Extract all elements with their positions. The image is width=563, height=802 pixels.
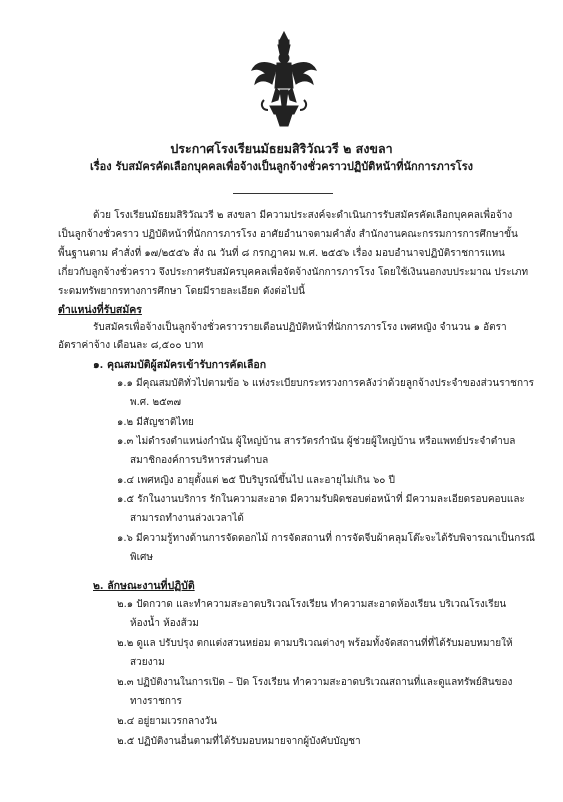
intro-line: ด้วย โรงเรียนมัธยมสิริวัณวรี ๒ สงขลา มีความประสงค์จะดำเนินการรับสมัครคัดเลือกบุคคลเพื่อจ้าง bbox=[93, 210, 513, 221]
qualification-item: ๑.๔ เพศหญิง อายุตั้งแต่ ๒๕ ปีบริบูรณ์ขึ้นไป และอายุไม่เกิน ๖๐ ปี bbox=[117, 475, 395, 486]
qualification-item-cont: พิเศษ bbox=[130, 552, 153, 563]
duty-item: ๒.๔ อยู่ยามเวรกลางวัน bbox=[117, 716, 217, 727]
duty-item-cont: ทางราชการ bbox=[130, 696, 182, 707]
qualification-item: ๑.๑ มีคุณสมบัติทั่วไปตามข้อ ๖ แห่งระเบียบกระทรวงการคลังว่าด้วยลูกจ้างประจำของส่วนราชการ bbox=[117, 378, 535, 389]
qualification-item: ๑.๒ มีสัญชาติไทย bbox=[117, 417, 194, 428]
document-title: ประกาศโรงเรียนมัธยมสิริวัณวรี ๒ สงขลา bbox=[170, 141, 393, 156]
duties-heading: ๒. ลักษณะงานที่ปฏิบัติ bbox=[93, 580, 195, 592]
duty-item: ๒.๕ ปฏิบัติงานอื่นตามที่ได้รับมอบหมายจากผู้บังคับบัญชา bbox=[117, 736, 361, 747]
qualification-item: ๑.๕ รักในงานบริการ รักในความสะอาด มีความรับผิดชอบต่อหน้าที่ มีความละเอียดรอบคอบและ bbox=[117, 494, 525, 505]
qualifications-heading: ๑. คุณสมบัติผู้สมัครเข้ารับการคัดเลือก bbox=[93, 359, 267, 371]
intro-line: ระดมทรัพยากรทางการศึกษา โดยมีรายละเอียด ดังต่อไปนี้ bbox=[58, 286, 305, 297]
duty-item: ๒.๓ ปฏิบัติงานในการเปิด – ปิด โรงเรียน ทำความสะอาดบริเวณสถานที่และดูแลทรัพย์สินของ bbox=[117, 677, 513, 688]
intro-line: เป็นลูกจ้างชั่วคราว ปฏิบัติหน้าที่นักการภารโรง อาศัยอำนาจตามคำสั่ง สำนักงานคณะกรรมการการศึกษาขั้น bbox=[58, 229, 518, 240]
duty-item: ๒.๒ ดูแล ปรับปรุง ตกแต่งสวนหย่อม ตามบริเวณต่างๆ พร้อมทั้งจัดสถานที่ที่ได้รับมอบหมายให้ bbox=[117, 638, 513, 649]
qualification-item-cont: พ.ศ. ๒๕๓๗ bbox=[130, 397, 181, 408]
position-line: อัตราค่าจ้าง เดือนละ ๘,๕๐๐ บาท bbox=[58, 340, 204, 351]
title-divider bbox=[233, 193, 333, 194]
intro-line: เกี่ยวกับลูกจ้างชั่วคราว จึงประกาศรับสมัครบุคคลเพื่อจัดจ้างนักการภารโรง โดยใช้เงินนอกงบประมาณ ประเภท bbox=[58, 267, 529, 278]
duty-item-cont: ห้องน้ำ ห้องส้วม bbox=[130, 618, 199, 629]
duty-item: ๒.๑ ปัดกวาด และทำความสะอาดบริเวณโรงเรียน ทำความสะอาดห้องเรียน บริเวณโรงเรียน bbox=[117, 599, 507, 610]
document-subject: เรื่อง รับสมัครคัดเลือกบุคคลเพื่อจ้างเป็นลูกจ้างชั่วคราวปฏิบัติหน้าที่นักการภารโรง bbox=[90, 160, 473, 173]
duty-item-cont: สวยงาม bbox=[130, 657, 165, 668]
qualification-item-cont: สมาชิกองค์การบริหารส่วนตำบล bbox=[130, 455, 269, 466]
qualification-item: ๑.๓ ไม่ดำรงตำแหน่งกำนัน ผู้ใหญ่บ้าน สารวัตรกำนัน ผู้ช่วยผู้ใหญ่บ้าน หรือแพทย์ประจำตำบล bbox=[117, 436, 516, 447]
intro-line: พื้นฐานตาม คำสั่งที่ ๑๗/๒๕๕๖ สั่ง ณ วันที่ ๘ กรกฎาคม พ.ศ. ๒๕๕๖ เรื่อง มอบอำนาจปฏิบัติราชการแทน bbox=[58, 248, 505, 259]
garuda-emblem-icon bbox=[250, 30, 318, 130]
qualification-item: ๑.๖ มีความรู้ทางด้านการจัดดอกไม้ การจัดสถานที่ การจัดจีบผ้าคลุมโต๊ะจะได้รับพิจารณาเป็นกรณี bbox=[117, 533, 535, 544]
position-line: รับสมัครเพื่อจ้างเป็นลูกจ้างชั่วคราวรายเดือนปฏิบัติหน้าที่นักการภารโรง เพศหญิง จำนวน ๑ อัตรา bbox=[93, 322, 507, 333]
qualification-item-cont: สามารถทำงานล่วงเวลาได้ bbox=[130, 513, 244, 524]
position-heading: ตำแหน่งที่รับสมัคร bbox=[58, 304, 142, 316]
